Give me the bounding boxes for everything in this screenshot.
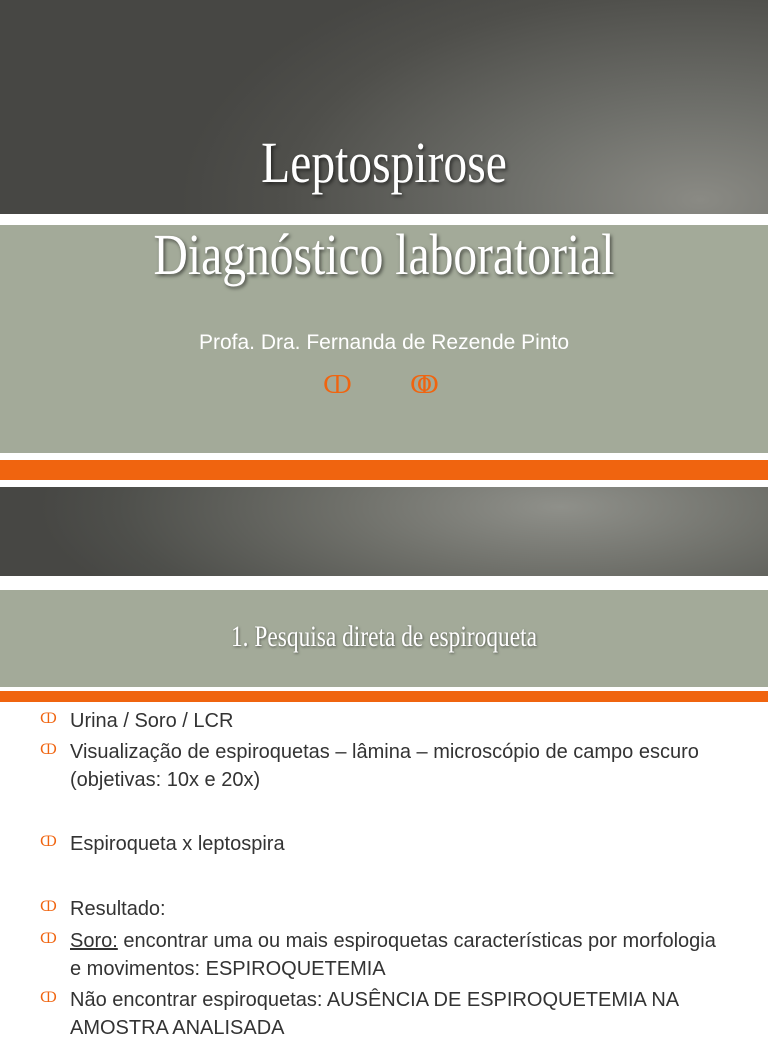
list-item-text: Não encontrar espiroquetas: AUSÊNCIA DE ESPIROQUETEMIA NA AMOSTRA ANALISADA [70, 989, 679, 1039]
list-item-text: Urina / Soro / LCR [70, 710, 234, 732]
bullet-icon: ↀ [40, 899, 57, 915]
bullet-list [0, 487, 768, 1039]
list-item [40, 895, 730, 923]
slide-heading: 1. Pesquisa direta de espiroqueta [230, 620, 538, 653]
title-slide [0, 0, 768, 482]
list-item-text: Resultado: [70, 898, 166, 920]
bullet-icon: ↀ [40, 834, 57, 850]
list-item [40, 707, 730, 735]
underlined-label: Soro: [70, 930, 118, 952]
bullet-icon: ↀ [40, 711, 57, 727]
list-item [40, 738, 730, 794]
title-line-2: Diagnóstico laboratorial [153, 222, 615, 287]
accent-stripe [0, 460, 768, 480]
author-subtitle: Profa. Dra. Fernanda de Rezende Pinto [198, 331, 570, 354]
ornament-right-icon: ↂ [410, 371, 439, 399]
list-item [40, 986, 730, 1042]
content-slide [0, 487, 768, 1039]
title-line-1: Leptospirose [261, 130, 507, 195]
list-item [40, 927, 730, 983]
bullet-icon: ↀ [40, 990, 57, 1006]
bullet-icon: ↀ [40, 742, 57, 758]
list-item [40, 830, 730, 858]
list-item-text: Visualização de espiroquetas – lâmina – microscópio de campo escuro (objetivas: 10x e 20x) [70, 741, 699, 791]
list-item-text: Espiroqueta x leptospira [70, 833, 285, 855]
bullet-icon: ↀ [40, 931, 57, 947]
list-item-text [70, 927, 730, 983]
ornament-left-icon: ↀ [323, 371, 352, 399]
list-item-rest: encontrar uma ou mais espiroquetas características por morfologia e movimentos: ESPIROQUETEMIA [70, 930, 716, 980]
